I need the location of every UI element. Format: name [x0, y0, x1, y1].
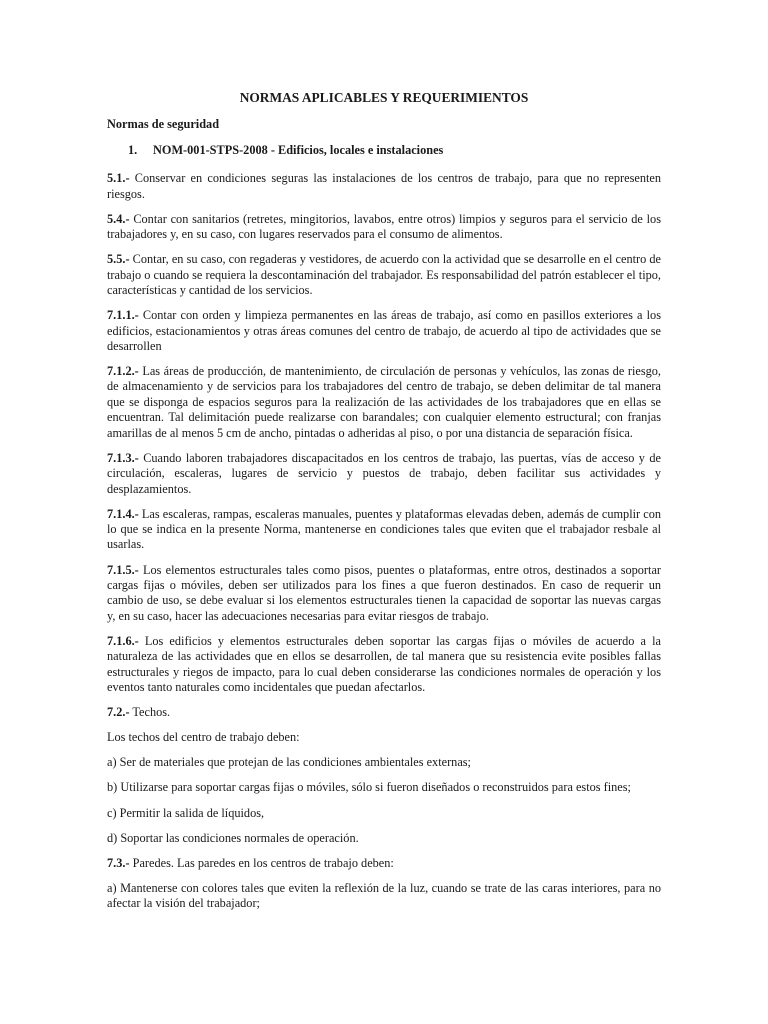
paragraph-text: Techos. — [129, 705, 171, 720]
paragraph-number: 7.1.3.- — [107, 450, 139, 465]
paragraph — [107, 212, 661, 243]
paragraph — [107, 364, 661, 441]
paragraph-number: 7.1.6.- — [107, 633, 139, 648]
paragraph-text: Las áreas de producción, de mantenimiento, de circulación de personas y vehículos, las zonas de riesgo, de almacenamiento y de servicios para los trabajadores del centro de trabajo, se deben delimitar de tal manera que se disponga de espacios seguros para la realización de las actividades de los trabajadores que en ellas se encuentran. Tal delimitación puede realizarse con barandales; con cualquier elemento estructural; con franjas amarillas de al menos 5 cm de ancho, pintadas o adheridas al piso, o por una distancia de separación física. — [107, 364, 661, 440]
section-heading: Normas de seguridad — [107, 117, 220, 132]
paragraph — [107, 856, 661, 871]
paragraph-number: 5.5.- — [107, 252, 130, 267]
paragraph-number: 5.1.- — [107, 171, 130, 186]
paragraph-text: b) Utilizarse para soportar cargas fijas o móviles, sólo si fueron diseñados o reconstruidos para estos fines; — [107, 780, 631, 795]
paragraph — [107, 252, 661, 298]
paragraph-text: d) Soportar las condiciones normales de operación. — [107, 830, 359, 845]
paragraph-number: 7.1.4.- — [107, 506, 139, 521]
paragraph — [107, 634, 661, 696]
paragraph-text: Contar con sanitarios (retretes, mingitorios, lavabos, entre otros) limpios y seguros para el servicio de los trabajadores y, en su caso, con lugares reservados para el consumo de alimentos. — [107, 211, 661, 242]
paragraph-number: 7.3.- — [107, 855, 130, 870]
paragraph-text: Cuando laboren trabajadores discapacitados en los centros de trabajo, las puertas, vías de acceso y de circulación, escaleras, lugares de servicio y puestos de trabajo, deben facilitar sus actividades y desplazamientos. — [107, 450, 661, 496]
paragraph-text: Los techos del centro de trabajo deben: — [107, 730, 300, 745]
list-item — [107, 831, 661, 846]
paragraph-text: Los edificios y elementos estructurales deben soportar las cargas fijas o móviles de acuerdo a la naturaleza de las actividades que en ellos se desarrollen, de tal manera que su resistencia evite posibles fallas estructurales y riegos de impacto, para lo cual deben considerarse las condiciones normales de operación y los eventos tanto naturales como incidentales que puedan afectarlos. — [107, 633, 661, 695]
paragraph-number: 5.4.- — [107, 211, 130, 226]
paragraph-text: a) Mantenerse con colores tales que eviten la reflexión de la luz, cuando se trate de las caras interiores, para no afectar la visión del trabajador; — [107, 880, 661, 911]
paragraph — [107, 730, 661, 745]
list-item — [107, 780, 661, 795]
paragraph-text: a) Ser de materiales que protejan de las condiciones ambientales externas; — [107, 755, 471, 770]
paragraph-text: Contar con orden y limpieza permanentes en las áreas de trabajo, así como en pasillos exteriores a los edificios, estacionamientos y otras áreas comunes del centro de trabajo, de acuerdo al tipo de actividades que se desarrollen — [107, 308, 661, 353]
subheading-text: NOM-001-STPS-2008 - Edificios, locales e instalaciones — [153, 142, 444, 157]
paragraph-number: 7.1.1.- — [107, 308, 139, 323]
paragraph-text: Paredes. Las paredes en los centros de trabajo deben: — [129, 855, 394, 870]
document-page — [107, 90, 661, 921]
paragraph-text: Conservar en condiciones seguras las instalaciones de los centros de trabajo, para que no representen riesgos. — [107, 171, 661, 201]
paragraph — [107, 308, 661, 354]
list-item — [107, 806, 661, 821]
document-title: NORMAS APLICABLES Y REQUERIMIENTOS — [239, 90, 529, 105]
list-item — [107, 881, 661, 912]
paragraph — [107, 451, 661, 497]
paragraph — [107, 507, 661, 553]
paragraph-number: 7.1.5.- — [107, 562, 139, 577]
norm-subheading — [128, 143, 661, 158]
paragraph-text: Las escaleras, rampas, escaleras manuales, puentes y plataformas elevadas deben, además de cumplir con lo que se indica en la presente Norma, mantenerse en condiciones tales que eviten que el trabajador resbale al usarlas. — [107, 506, 661, 552]
subheading-number: 1. — [128, 142, 138, 157]
paragraph — [107, 563, 661, 625]
paragraph-text: c) Permitir la salida de líquidos, — [107, 805, 265, 820]
paragraph-number: 7.1.2.- — [107, 364, 139, 379]
list-item — [107, 755, 661, 770]
paragraph — [107, 705, 661, 720]
paragraph-number: 7.2.- — [107, 705, 130, 720]
paragraph-text: Los elementos estructurales tales como pisos, puentes o plataformas, entre otros, destinados a soportar cargas fijas o móviles, deben ser utilizados para los fines a que fueron destinados. En caso de requerir un cambio de uso, se debe evaluar si los elementos estructurales tienen la capacidad de soportar las nuevas cargas y, en su caso, hacer las adecuaciones necesarias para evitar riesgos de trabajo. — [107, 562, 661, 623]
paragraph — [107, 171, 661, 202]
paragraph-text: Contar, en su caso, con regaderas y vestidores, de acuerdo con la actividad que se desarrolle en el centro de trabajo o cuando se requiera la descontaminación del trabajador. Es responsabilidad del patrón establecer el tipo, características y cantidad de los servicios. — [107, 252, 661, 298]
